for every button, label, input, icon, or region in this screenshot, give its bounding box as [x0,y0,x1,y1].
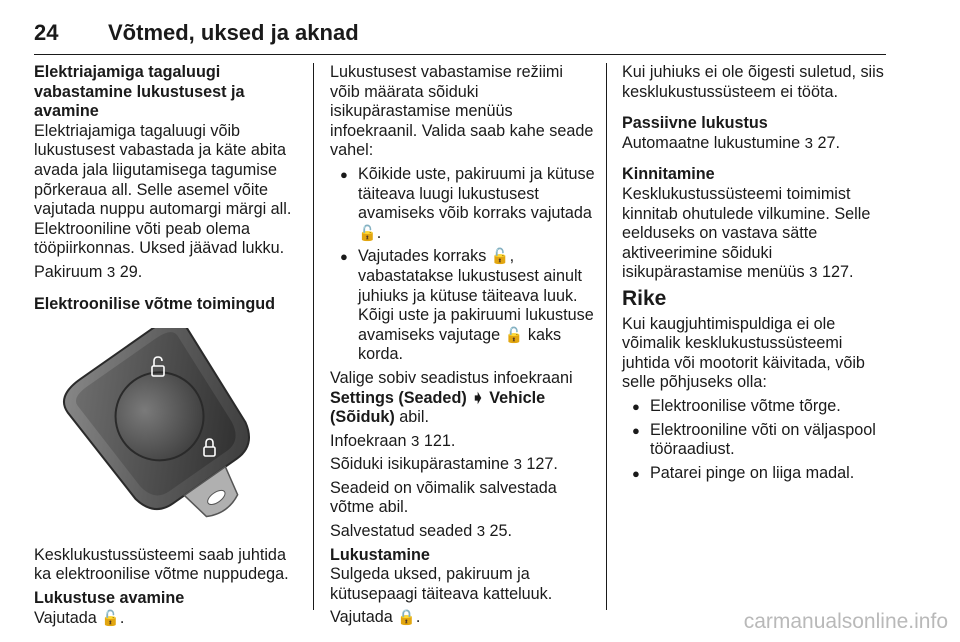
paragraph: Elektriajamiga tagaluugi võib lukustusest vabastada ja käte abita avada jala liigutamisega tagumise põrkeraua all. Selle asemel võite vajutada nuppu automargi märgi all. Elektrooniline võti peab olema tööpiirkonnas. Uksed jäävad lukku. [34,121,292,258]
page-ref-arrow: 3 [804,134,814,152]
list-item: ● Kõikide uste, pakiruumi ja kütuse täiteava luugi lukustusest avamiseks võib korraks vajutada 🔓. [330,165,596,243]
section-heading: Lukustamine [330,545,430,564]
list-item: ● Patarei pinge on liiga madal. [622,464,892,484]
paragraph: Kui juhiuks ei ole õigesti suletud, siis kesklukustussüsteem ei tööta. [622,63,884,101]
page-header [34,9,886,55]
paragraph-reference: Infoekraan 3 121. [330,431,456,450]
figure-caption: Kesklukustussüsteemi saab juhtida ka elektroonilise võtme nuppudega. [34,545,289,584]
paragraph-reference: Pakiruum 3 29. [34,262,143,281]
paragraph: Kui kaugjuhtimispuldiga ei ole võimalik kesklukustussüsteemi juhtida või mootorit käivitada, võib selle põhjuseks olla: [622,314,865,392]
paragraph: Vajutada 🔓. [34,608,125,627]
section-heading: Lukustuse avamine [34,588,185,607]
page-number: 24 [34,20,59,45]
bullet-list [330,165,596,365]
unlock-icon: 🔓 [504,326,524,344]
section-heading: Elektroonilise võtme toimingud [34,294,276,313]
page-ref-arrow: 3 [513,456,522,474]
paragraph: Seadeid on võimalik salvestada võtme abil. [330,478,557,517]
page-title: Võtmed, uksed ja aknad [108,20,359,45]
page-ref-arrow: 3 [411,432,420,450]
paragraph: Sulgeda uksed, pakiruum ja kütusepaagi täiteava katteluuk. [330,565,553,603]
column-divider [313,63,314,610]
section-title: Rike [622,286,667,310]
lock-icon: 🔒 [397,609,416,627]
menu-path: Settings (Seaded) ➧ Vehicle (Sõiduk) [330,388,546,427]
key-fob-illustration [34,328,300,526]
bullet-list [622,397,892,483]
page-ref-arrow: 3 [106,263,116,281]
column-divider [606,63,607,610]
paragraph: Valige sobiv seadistus infoekraani Settings (Seaded) ➧ Vehicle (Sõiduk) abil. [330,368,573,427]
paragraph: Lukustusest vabastamise režiimi võib määrata sõiduki isikupärastamise menüüs infoekraanil. Valida saab kahe seade vahel: [330,63,594,160]
column-1 [34,63,300,632]
paragraph-reference: Automaatne lukustumine 3 27. [622,133,841,152]
unlock-icon: 🔓 [358,224,377,242]
column-3 [622,63,892,487]
section-heading: Kinnitamine [622,165,715,184]
paragraph-reference: Kesklukustussüsteemi toimimist kinnitab ohutulede vilkumine. Selle eelduseks on vastava sätte aktiveerimine sõiduki isikupärastamise menüüs 3 127. [622,184,871,282]
section-heading: Passiivne lukustus [622,114,768,133]
page-ref-arrow: 3 [476,523,486,541]
unlock-icon: 🔓 [101,609,120,627]
paragraph-reference: Salvestatud seaded 3 25. [330,522,513,541]
paragraph: Vajutada 🔒. [330,608,421,627]
page-ref-arrow: 3 [809,264,818,282]
watermark: carmanualsonline.info [743,610,948,633]
unlock-icon: 🔓 [490,248,510,266]
list-item: ● Elektroonilise võtme tõrge. [622,397,892,417]
column-2 [330,63,596,632]
list-item: ● Vajutades korraks 🔓, vabastatakse lukustusest ainult juhiuks ja kütuse täiteava luuk. Kõigi uste ja pakiruumi lukustuse avamiseks vajutage 🔓 kaks korda. [330,247,596,365]
paragraph-reference: Sõiduki isikupärastamine 3 127. [330,455,558,474]
list-item: ● Elektrooniline võti on väljaspool tööraadiust. [622,421,892,460]
section-heading: Elektriajamiga tagaluugi vabastamine lukustusest ja avamine [34,63,245,121]
